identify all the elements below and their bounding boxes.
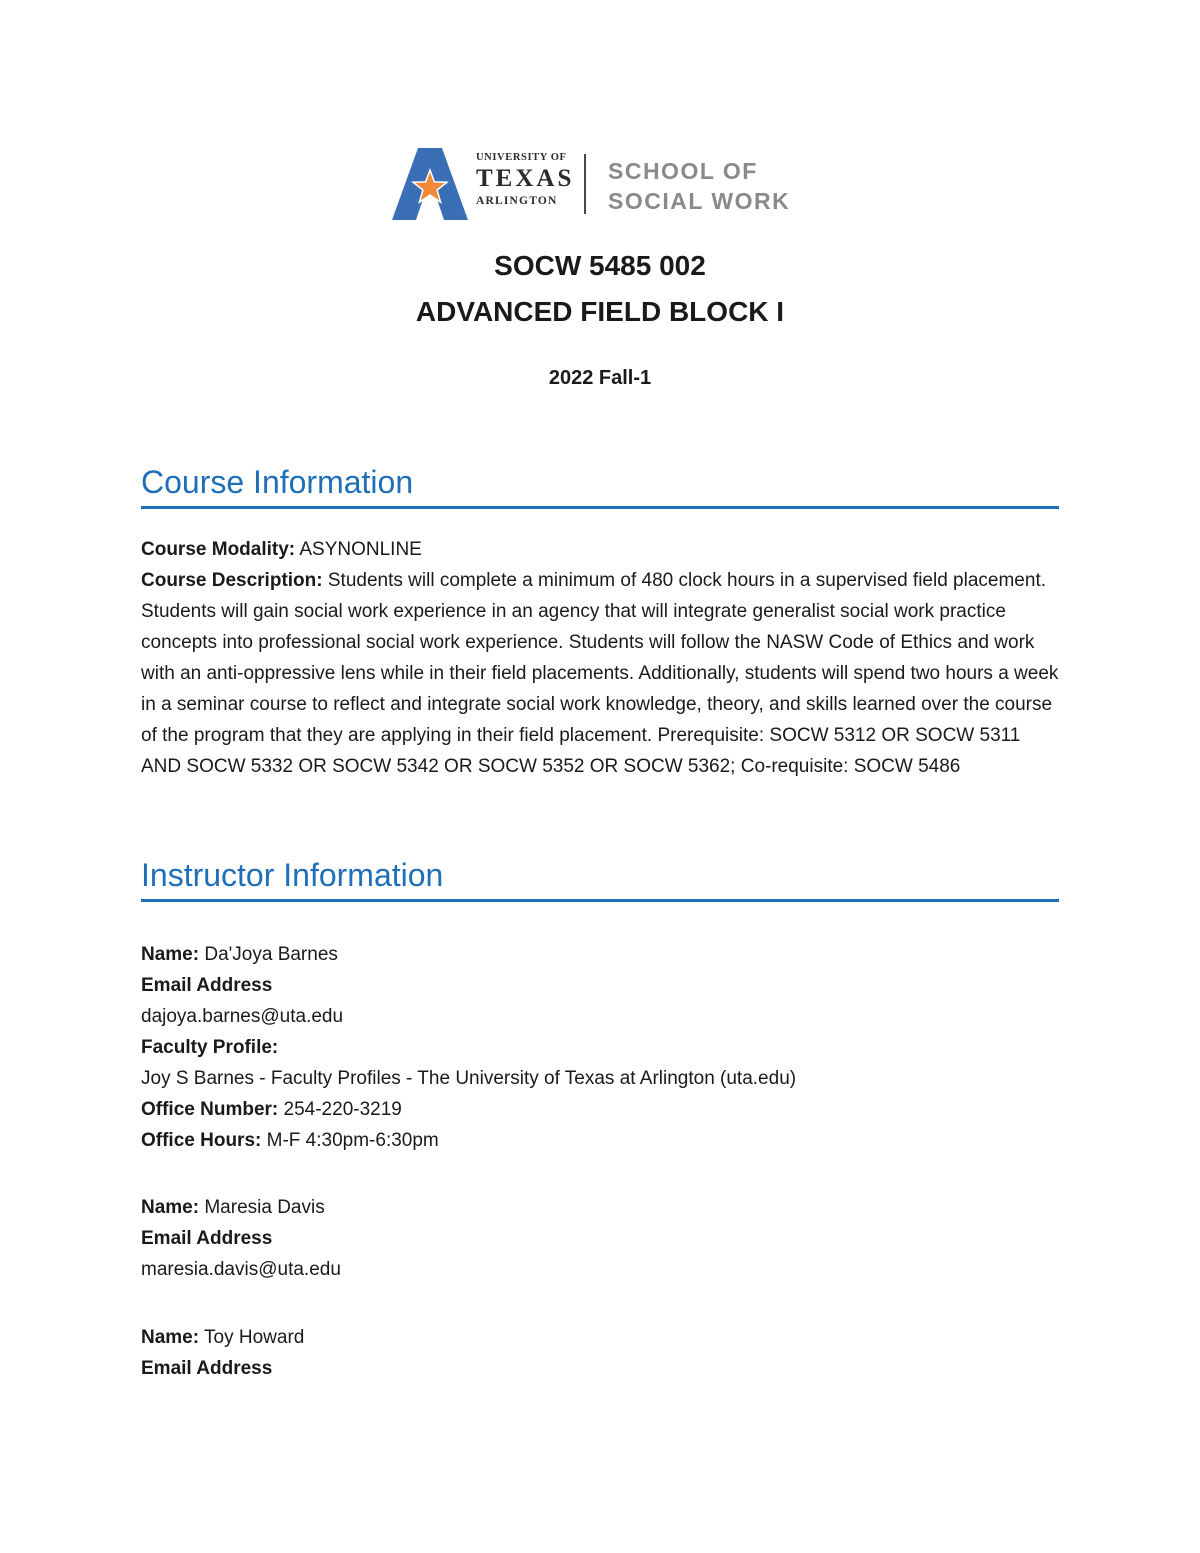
uta-school-of-social-work-logo [392,148,812,220]
course-description-value: Students will complete a minimum of 480 clock hours in a supervised field placement. Students will gain social work experience in an agency that will integrate generalist social work practice concepts into professional social work experience. Students will follow the NASW Code of Ethics and work with an anti-oppressive lens while in their field placements. Additionally, students will spend two hours a week in a seminar course to reflect and integrate social work knowledge, theory, and skills learned over the course of the program that they are applying in their field placement. Prerequisite: SOCW 5312 OR SOCW 5311 AND SOCW 5332 OR SOCW 5342 OR SOCW 5352 OR SOCW 5362; Co-requisite: SOCW 5486 [141,570,1059,777]
instructor-faculty-profile-label: Faculty Profile: [141,1037,279,1058]
instructor-name-value: Toy Howard [204,1327,305,1348]
instructor-information-heading: Instructor Information [141,855,1059,902]
instructor-entry [141,1192,1061,1285]
instructor-office-hours-value: M-F 4:30pm-6:30pm [266,1130,439,1151]
instructor-email-label: Email Address [141,1358,273,1379]
course-modality-label: Course Modality: [141,539,296,560]
instructor-email-value[interactable]: maresia.davis@uta.edu [141,1259,341,1280]
course-code-title: SOCW 5485 002 [494,250,706,281]
uta-line-texas: TEXAS [476,165,575,192]
instructor-name [141,1322,1061,1353]
uta-a-star-logo-icon [392,148,468,220]
course-information-heading: Course Information [141,462,1059,509]
instructor-name [141,1192,1061,1223]
instructor-entry [141,1322,1061,1384]
school-wordmark [608,156,790,216]
instructor-name-label: Name: [141,944,200,965]
instructor-email-value[interactable]: dajoya.barnes@uta.edu [141,1006,344,1027]
instructor-office-number [141,1094,1061,1125]
instructor-name-label: Name: [141,1197,200,1218]
uta-line-arlington: ARLINGTON [476,195,558,207]
school-line-social-work: SOCIAL WORK [608,188,791,214]
instructor-name-value: Maresia Davis [204,1197,325,1218]
course-description [141,565,1061,782]
uta-wordmark [476,152,575,208]
course-name-title: ADVANCED FIELD BLOCK I [415,296,785,327]
course-modality [141,534,1061,565]
uta-line-university-of: UNIVERSITY OF [476,152,567,163]
instructor-office-hours [141,1125,1061,1156]
course-description-label: Course Description: [141,570,323,591]
instructor-office-number-label: Office Number: [141,1099,279,1120]
instructor-office-hours-label: Office Hours: [141,1130,262,1151]
instructor-email-label: Email Address [141,1228,273,1249]
instructor-entry [141,939,1061,1156]
course-modality-value: ASYNONLINE [299,539,422,560]
instructor-faculty-profile-link[interactable]: Joy S Barnes - Faculty Profiles - The University of Texas at Arlington (uta.edu) [141,1068,797,1089]
instructor-email-label: Email Address [141,975,273,996]
instructor-name-value: Da'Joya Barnes [204,944,338,965]
instructor-name [141,939,1061,970]
logo-divider [584,154,586,214]
course-term: 2022 Fall-1 [548,367,652,389]
school-line-school-of: SCHOOL OF [608,158,758,184]
course-information-body [141,534,1061,782]
instructor-office-number-value: 254-220-3219 [283,1099,402,1120]
instructor-name-label: Name: [141,1327,200,1348]
